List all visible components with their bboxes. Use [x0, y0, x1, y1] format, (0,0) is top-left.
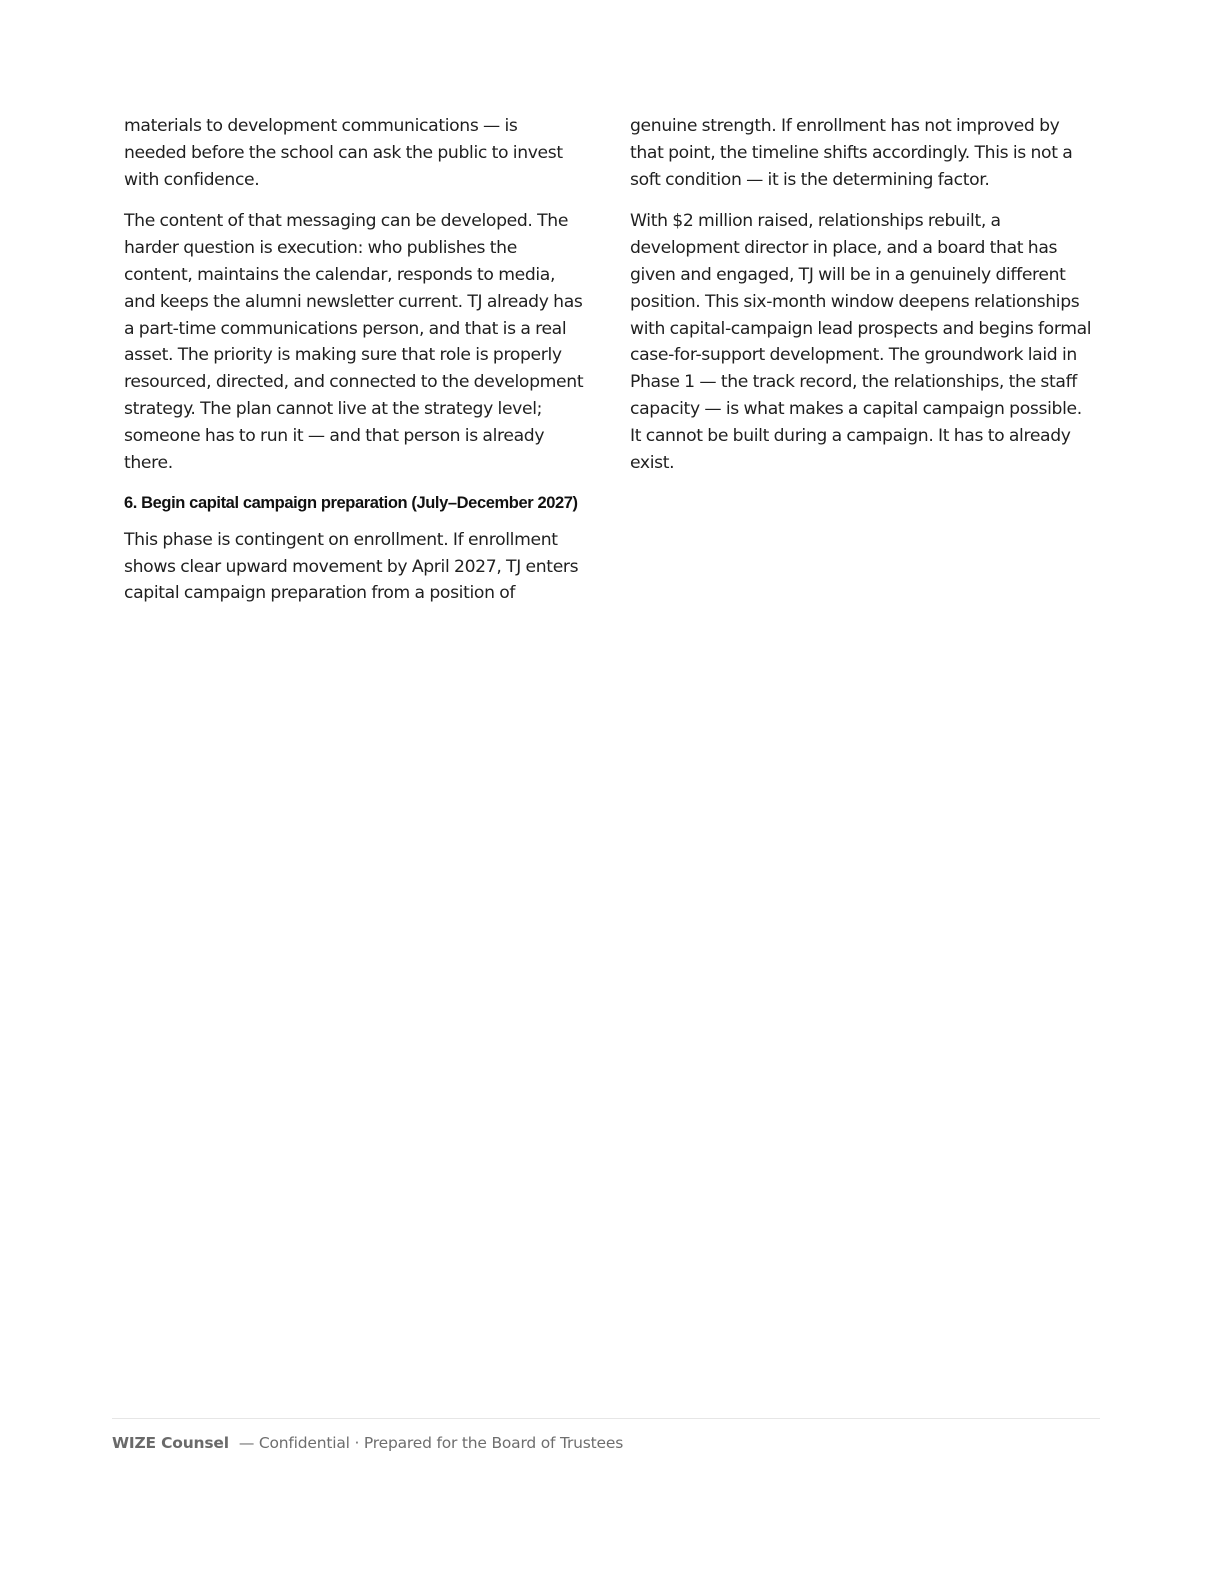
right-column [630, 113, 1092, 491]
left-column [124, 113, 584, 622]
footer-brand: WIZE Counsel [112, 1434, 229, 1452]
page-footer [112, 1433, 623, 1453]
section-heading: 6. Begin capital campaign preparation (July–December 2027) [124, 494, 578, 513]
body-paragraph: With $2 million raised, relationships rebuilt, a development director in place, and a board that has given and engaged, TJ will be in a genuinely different position. This six-month window deepens relationships with capital-campaign lead prospects and begins formal case-for-support development. The groundwork laid in Phase 1 — the track record, the relationships, the staff capacity — is what makes a capital campaign possible. It cannot be built during a campaign. It has to already exist. [630, 211, 1092, 473]
footer-note: — Confidential · Prepared for the Board of Trustees [238, 1434, 624, 1452]
body-paragraph: materials to development communications — is needed before the school can ask the public to invest with confidence. [124, 116, 563, 190]
body-paragraph: This phase is contingent on enrollment. If enrollment shows clear upward movement by April 2027, TJ enters capital campaign preparation from a position of [124, 529, 579, 604]
footer-divider [112, 1418, 1100, 1419]
body-paragraph: genuine strength. If enrollment has not improved by that point, the timeline shifts accordingly. This is not a soft condition — it is the determining factor. [630, 116, 1073, 190]
body-paragraph: The content of that messaging can be developed. The harder question is execution: who publishes the content, maintains the calendar, responds to media, and keeps the alumni newsletter current. TJ already has a part-time communications person, and that is a real asset. The priority is making sure that role is properly resourced, directed, and connected to the development strategy. The plan cannot live at the strategy level; someone has to run it — and that person is already there. [124, 211, 584, 473]
